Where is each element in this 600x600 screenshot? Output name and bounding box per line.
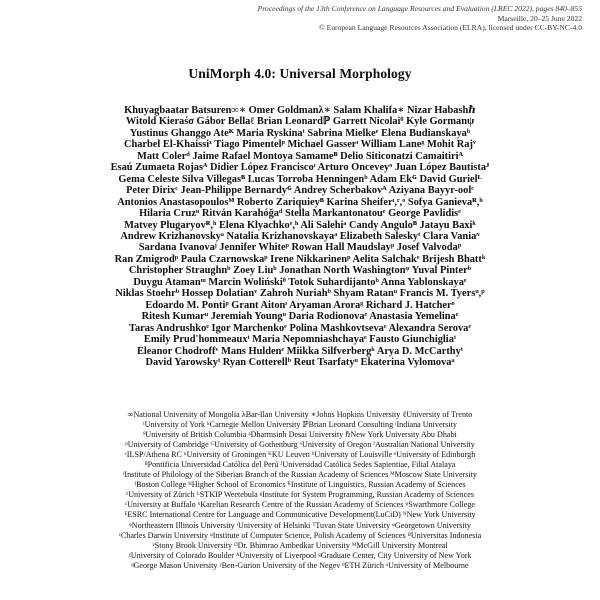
author-line: Duygu Atamanᵚ Marcin Wolińskiᶿ Totok Suhardijantoᵇ Anna Yablonskayaᵉ: [133, 276, 467, 288]
affiliation-line: ᶿUniversity of British Columbia ᵃDharmsinh Desai University ℏNew York University Abu Dhabi: [143, 430, 457, 440]
author-line: Peter Dirixᶜ Jean-Philippe Bernardyᴳ Andrey Scherbakovᴬ Aziyana Bayyr-oolᶜ: [126, 185, 474, 197]
affiliation-line: ᴵBoston College ᴴHigher School of Economics ᴿInstitute of Linguistics, Russian Academy of Sciences: [134, 480, 466, 490]
author-line: Gema Celeste Silva Villegasᴮ Lucas Torroba Henningenᵇ Adam Ekᴳ David Gurielᴸ: [118, 173, 482, 185]
affiliation-line: ᵠNortheastern Illinois University ᶦUniversity of Helsinki ᵀTuvan State University ᵠGeorgetown University: [129, 520, 471, 530]
author-line: Taras Andrushkoᵉ Igor Marchenkoᵉ Polina Mashkovtsevaᵉ Alexandra Serovaᵉ: [128, 322, 472, 334]
affiliation-line: ᵡUniversity of Colorado Boulder ᴬUniversity of Liverpool ᵍGraduate Center, City University of New York: [128, 550, 472, 560]
author-line: Ran Zmigrodᵖ Paula Czarnowskaᵖ Irene Nikkarinenᵖ Aelita Salchakᵉ Brijesh Bhattᵏ: [114, 253, 486, 265]
author-line: Khuyagbaatar Batsuren∞∗ Omer Goldmanλ∗ Salam Khalifa∗ Nizar Habashℏ: [124, 105, 476, 116]
affiliation-line: ᶜILSP/Athena RC ᵘUniversity of Groningen ᴷKU Leuven ᵇUniversity of Louisville ᵉUniversity of Edinburgh: [124, 450, 476, 460]
author-line: Yustinus Ghanggo Ateᴷ Maria Ryskinaᵗ Sabrina Mielkeᵉ Elena Budianskayaᵇ: [129, 127, 471, 139]
author-line: Edoardo M. Pontiᵖ Grant Aitonᶦ Aryaman Aroraᵍ Richard J. Hatcherᵒ: [145, 299, 455, 311]
author-line: Ritesh Kumarᵘ Jeremiah Youngᵘ Daria Rodionovaᵉ Anastasia Yemelinaᵉ: [141, 311, 459, 323]
author-line: Matvey Plugaryovᴿ,ʰ Elena Klyachkoᵉ,ʰ Ali Salehiᵃ Candy Anguloᴮ Jatayu Baxiᵏ: [124, 219, 476, 231]
author-line: Andrew Krizhanovskyᵃ Natalia Krizhanovskayaᵃ Elizabeth Saleskyᵗ Clara Vaniaᶰ: [120, 230, 480, 242]
affiliation-line: ᶜUniversity at Buffalo ᵏKarelian Research Centre of the Russian Academy of Sciences ᵠSwarthmore College: [125, 500, 475, 510]
author-list: [0, 105, 600, 368]
affiliation-line: ᵗUniversity of York ᵏCarnegie Mellon University ℙBrian Leonard Consulting ᶦIndiana University: [143, 420, 457, 430]
affiliation-line: ᶜCharles Darwin University ᵠInstitute of Computer Science, Polish Academy of Sciences ᴮUniversitas Indonesia: [118, 530, 482, 540]
affiliation-line: ᵖUniversity of Cambridge ᴳUniversity of Gothenburg ᵒUniversity of Oregon ᶠAustralian National University: [125, 440, 475, 450]
author-line: Sardana Ivanovaʲ Jennifer Whiteᵖ Rowan Hall Maudslayᵖ Josef Valvodaᵖ: [138, 242, 462, 254]
author-line: Christopher Straughnᵇ Zoey Liuᵇ Jonathan North Washingtonᵠ Yuval Pinterᵇ: [128, 265, 472, 277]
author-line: Antonios Anastasopoulosᴹ Roberto Zariquieyᴮ Karina Sheiferᶦ,ʳ,ᵒ Sofya Ganievaᴿ,ʰ: [117, 196, 483, 208]
author-line: Matt Colerᵈ Jaime Rafael Montoya Samameᴮ Delio Siticonatzi Camaitiriᴬ: [137, 150, 463, 162]
author-line: Eleanor Chodroffᵛ Mans Huldenᵉ Miikka Silfverbergᵏ Arya D. McCarthyᵗ: [136, 345, 463, 357]
affiliation-line: ᴮPontificia Universidad Católica del Perú ᴶUniversidad Católica Sedes Sapientiae, Filial Atalaya: [144, 460, 456, 470]
author-line: Esaú Zumaeta Rojasᴬ Didier López Franciscoᶦ Arturo Onceveyᵒ Juan López Bautistaᴶ: [110, 162, 490, 174]
license-line: © European Language Resources Association (ELRA), licensed under CC-BY-NC-4.0: [318, 23, 582, 33]
author-line: Hilaria Cruzᵘ Ritván Karahóǧaᵈ Stella Markantonatouᵉ George Pavlidisᵉ: [139, 208, 461, 220]
affiliation-line: ᶢGeorge Mason University ᵞBen-Gurion University of the Negev ᶿETH Zürich ᵃUniversity of Melbourne: [131, 560, 469, 570]
affiliation-line: ᴱESRC International Centre for Language and Communicative Development(LuCiD) ᴺNew York University: [124, 510, 476, 520]
affiliation-line: ᶤInstitute of Philology of the Siberian Branch of the Russian Academy of Sciences ᴹMoscow State University: [123, 470, 477, 480]
affiliation-list: [0, 410, 600, 571]
affiliation-line: ∞National University of Mongolia λBar-Ilan University ∗Johns Hopkins University ℓUniversity of Trento: [127, 410, 473, 419]
affiliation-line: ᶻUniversity of Zürich ᴸSTKIP Weetebula ᵍInstitute for System Programming, Russian Academy of Sciences: [125, 490, 474, 500]
paper-title: UniMorph 4.0: Universal Morphology: [188, 66, 412, 81]
conference-location: Marseille, 20–25 June 2022: [497, 13, 582, 23]
author-line: Witold Kieraśσ Gábor Bellaℓ Brian Leonardℙ Garrett Nicolaiᶿ Kyle Gormanψ: [125, 116, 475, 128]
author-line: Charbel El-Khaissiᶻ Tiago Pimentelᵖ Michael Gasserᶦ William Laneᵍ Mohit Rajᵛ: [123, 139, 477, 151]
affiliation-line: ᵛStony Brook University ᴰDr. Bhimrao Ambedkar University ᴹMcGill University Montreal: [152, 540, 448, 550]
proceedings-line: Proceedings of the 13th Conference on Language Resources and Evaluation (LREC 2022), pages 840–855: [257, 4, 582, 13]
proceedings-header: [182, 4, 582, 33]
author-line: Emily Prud'hommeauxᵗ Maria Nepomniashchayaᵉ Fausto Giunchigliaᵗ: [143, 334, 457, 346]
author-line: David Yarowskyᵗ Ryan Cotterellᵇ Reut Tsarfatyᵘ Ekaterina Vylomovaᵃ: [145, 356, 455, 368]
author-line: Niklas Stoehrᵇ Hossep Dolatianᵛ Zahroh Nuriahᵇ Shyam Ratanᵘ Francis M. Tyersᵘ,ᵖ: [115, 288, 485, 300]
